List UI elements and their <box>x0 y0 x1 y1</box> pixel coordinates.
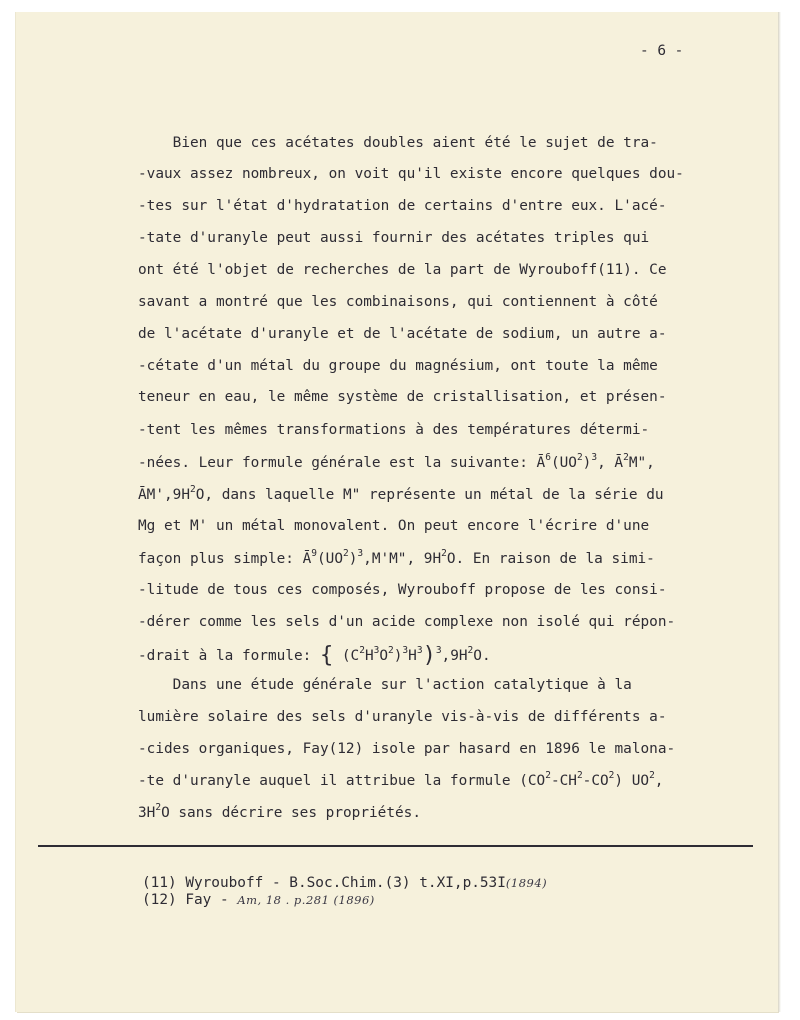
formula-line: façon plus simple: $Ā^9(UO^2)^3,M'M$", $9H^2O$. En raison de la simi- <box>138 548 655 567</box>
page-edge <box>778 12 781 1012</box>
text-line: Dans une étude générale sur l'action catalytique à la <box>138 677 632 693</box>
formula-line: -te d'uranyle auquel il attribue la formule $(CO^2-CH^2-CO^2)$ $UO^2$, <box>138 770 664 789</box>
text-line: Bien que ces acétates doubles aient été le sujet de tra- <box>138 135 658 151</box>
text-line: teneur en eau, le même système de cristallisation, et présen- <box>138 389 667 405</box>
text-line: -tes sur l'état d'hydratation de certains d'entre eux. L'acé- <box>138 198 667 214</box>
text-line: -cétate d'un métal du groupe du magnésium, ont toute la même <box>138 358 658 374</box>
text-line: -tent les mêmes transformations à des températures détermi- <box>138 422 650 438</box>
text-line: -dérer comme les sels d'un acide complexe non isolé qui répon- <box>138 614 676 630</box>
text-line: savant a montré que les combinaisons, qui contiennent à côté <box>138 294 658 310</box>
handwritten-annotation: Am, 18 . p.281 (1896) <box>237 893 375 907</box>
text-line: -cides organiques, Fay(12) isole par hasard en 1896 le malona- <box>138 741 676 757</box>
text-line: lumière solaire des sels d'uranyle vis-à-vis de différents a- <box>138 709 667 725</box>
formula-line: $3H^2O$ sans décrire ses propriétés. <box>138 802 421 821</box>
text-line: Mg et M' un métal monovalent. On peut encore l'écrire d'une <box>138 518 650 534</box>
footnote-divider <box>38 845 753 847</box>
page-number: - 6 - <box>640 43 684 59</box>
footnote-12: (12) Fay - Am, 18 . p.281 (1896) <box>142 892 375 908</box>
formula-line: -drait à la formule: { $(C^2H^3O^2)^3H^3)^3,9H^2O$. <box>138 643 491 668</box>
formula-line: $ĀM',9H^2O$, dans laquelle M" représente un métal de la série du <box>138 484 664 503</box>
footnote-11: (11) Wyrouboff - B.Soc.Chim.(3) t.XI,p.53I(1894) <box>142 875 548 891</box>
text-line: -vaux assez nombreux, on voit qu'il existe encore quelques dou- <box>138 166 684 182</box>
handwritten-annotation: (1894) <box>505 876 548 890</box>
text-line: -tate d'uranyle peut aussi fournir des acétates triples qui <box>138 230 650 246</box>
text-line: ont été l'objet de recherches de la part de Wyrouboff(11). Ce <box>138 262 667 278</box>
text-line: de l'acétate d'uranyle et de l'acétate de sodium, un autre a- <box>138 326 667 342</box>
text-line: -litude de tous ces composés, Wyrouboff propose de les consi- <box>138 582 667 598</box>
document-page <box>16 12 778 1012</box>
formula-line: -nées. Leur formule générale est la suivante: $Ā^6(UO^2)^3$, $Ā^2M$", <box>138 452 655 471</box>
